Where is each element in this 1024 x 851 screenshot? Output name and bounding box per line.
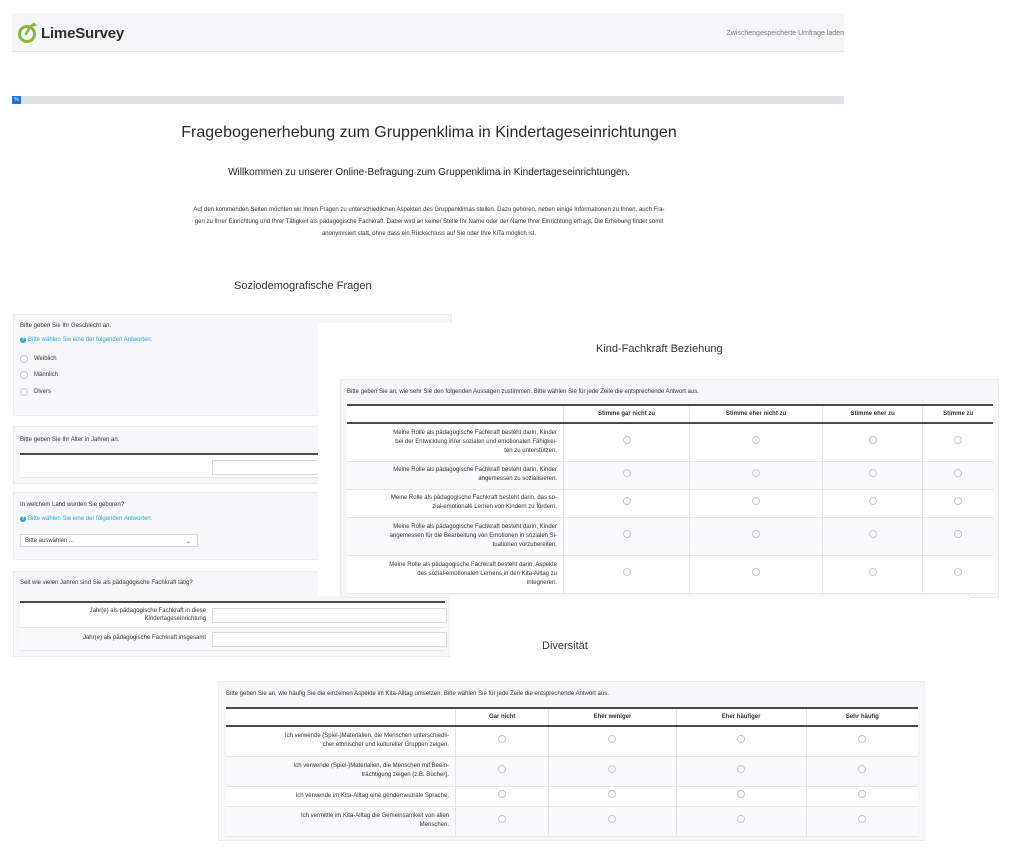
logo[interactable]: [16, 20, 124, 46]
years-current-input[interactable]: [212, 608, 447, 623]
radio-button[interactable]: [608, 735, 616, 743]
years-total-input[interactable]: [212, 632, 447, 647]
row-label: Meine Rolle als pädagogische Fachkraft besteht darin, das so- zial-emotionale Lernen von Kindern zu fördern.: [347, 489, 564, 517]
radio-button[interactable]: [20, 371, 28, 379]
table-row: [226, 756, 918, 786]
table-row: [226, 806, 918, 836]
radio-button[interactable]: [737, 765, 745, 773]
radio-button[interactable]: [752, 497, 760, 505]
table-row: [347, 489, 993, 517]
radio-button[interactable]: [623, 497, 631, 505]
option-maennlich[interactable]: Männlich: [20, 371, 58, 379]
question-help: ? Bitte wählen Sie eine der folgenden Antworten:: [21, 516, 153, 522]
option-divers[interactable]: Divers: [20, 388, 51, 396]
row-label: Ich vermittle im Kita-Alltag die Gemeinsamkeit von allen Menschen.: [226, 806, 456, 836]
years-row-total: Jahr(e) als pädagogische Fachkraft insgesamt: [20, 628, 445, 651]
radio-button[interactable]: [498, 735, 506, 743]
relation-table: [347, 404, 993, 594]
radio-button[interactable]: [869, 568, 877, 576]
row-label: Meine Rolle als pädagogische Fachkraft besteht darin, Kinder bei der Entwicklung ihrer sozialen und emotionalen Fähigkei- ten zu unterstützen.: [347, 423, 564, 461]
row-label: Ich verwende (Spiel-)Materialien, die Menschen mit Beein- trächtigung zeigen (z.B. Bücher).: [226, 756, 456, 786]
radio-button[interactable]: [869, 469, 877, 477]
intro-text: Auf den kommenden Seiten möchten wir Ihnen Fragen zu unterschiedlichen Aspekten des Gruppenklimas stellen. Dazu gehören, neben einige Informationen zu Ihnen, auch Fra- gen zu Ihrer Einrichtung und Ihrer Tätigkeit als pädagogische Fachkraft. Dabei wird an keiner Stelle Ihr Name oder der Name Ihrer Einrichtung erfragt. Die Erhebung findet somit anonymisiert statt, ohne dass ein Rückschluss auf Sie oder Ihre KiTa möglich ist.: [193, 207, 665, 237]
column-header: Stimme zu: [923, 405, 993, 423]
welcome-heading: Willkommen zu unserer Online-Befragung zum Gruppenklima in Kindertageseinrichtungen.: [228, 167, 630, 178]
chevron-down-icon: ⌄: [185, 539, 191, 545]
radio-button[interactable]: [858, 815, 866, 823]
radio-button[interactable]: [623, 469, 631, 477]
radio-button[interactable]: [623, 568, 631, 576]
table-row: [347, 423, 993, 461]
column-header: Eher häufiger: [676, 708, 806, 726]
radio-button[interactable]: [608, 790, 616, 798]
radio-button[interactable]: [20, 355, 28, 363]
question-text: Seit wie vielen Jahren sind Sie als pädagogische Fachkraft tätig?: [20, 580, 193, 586]
table-row: [347, 461, 993, 489]
radio-button[interactable]: [737, 815, 745, 823]
column-header: Eher weniger: [549, 708, 676, 726]
radio-button[interactable]: [954, 497, 962, 505]
option-weiblich[interactable]: Weiblich: [20, 355, 57, 363]
row-label: Meine Rolle als pädagogische Fachkraft besteht darin, Kinder angemessen für die Bearbeitung von Emotionen in sozialen Si- tuationen vorzubereiten.: [347, 517, 564, 555]
radio-button[interactable]: [954, 530, 962, 538]
column-header: Stimme eher zu: [822, 405, 922, 423]
table-row: [347, 555, 993, 593]
group-title-relation: Kind-Fachkraft Beziehung: [596, 343, 723, 355]
limesurvey-logo-icon: [16, 22, 38, 44]
radio-button[interactable]: [954, 469, 962, 477]
radio-button[interactable]: [608, 765, 616, 773]
radio-button[interactable]: [954, 436, 962, 444]
info-icon: ?: [21, 516, 25, 522]
radio-button[interactable]: [608, 815, 616, 823]
row-label: Meine Rolle als pädagogische Fachkraft besteht darin, Aspekte des sozial-emotionalen Lernens in den Kita-Alltag zu integrieren.: [347, 555, 564, 593]
radio-button[interactable]: [858, 790, 866, 798]
load-saved-survey-link[interactable]: Zwischengespeicherte Umfrage laden: [726, 30, 844, 37]
years-row-current: Jahr(e) als pädagogische Fachkraft in diese Kindertageseinrichtung: [20, 603, 445, 628]
radio-button[interactable]: [869, 530, 877, 538]
radio-button[interactable]: [20, 388, 28, 396]
radio-button[interactable]: [869, 436, 877, 444]
column-header: Sehr häufig: [806, 708, 918, 726]
radio-button[interactable]: [737, 735, 745, 743]
radio-button[interactable]: [498, 790, 506, 798]
radio-button[interactable]: [752, 436, 760, 444]
radio-button[interactable]: [623, 530, 631, 538]
radio-button[interactable]: [752, 530, 760, 538]
diversity-table: [226, 707, 918, 837]
row-label: Ich verwende im Kita-Alltag eine genderneutrale Sprache.: [226, 786, 456, 806]
radio-button[interactable]: [858, 765, 866, 773]
question-text: Bitte geben Sie Ihr Geschlecht an.: [20, 323, 112, 329]
table-row: [347, 517, 993, 555]
column-header: Stimme gar nicht zu: [564, 405, 690, 423]
country-select[interactable]: Bitte auswählen ... ⌄: [20, 534, 198, 547]
table-row: [226, 726, 918, 756]
progress-bar-fill: %: [12, 96, 21, 104]
progress-bar-track: [12, 96, 844, 104]
column-header: Stimme eher nicht zu: [690, 405, 823, 423]
radio-button[interactable]: [858, 735, 866, 743]
question-text: Bitte geben Sie an, wie sehr Sie den folgenden Aussagen zustimmen. Bitte wählen Sie für jede Zeile die entsprechende Antwort aus.: [347, 389, 699, 395]
question-text: In welchem Land wurden Sie geboren?: [20, 502, 125, 508]
radio-button[interactable]: [498, 765, 506, 773]
question-relation: [340, 379, 999, 598]
question-help: ? Bitte wählen Sie eine der folgenden Antworten:: [21, 337, 153, 343]
radio-button[interactable]: [737, 790, 745, 798]
question-text: Bitte geben Sie Ihr Alter in Jahren an.: [20, 437, 120, 443]
radio-button[interactable]: [498, 815, 506, 823]
group-title-diversity: Diversität: [542, 640, 588, 652]
radio-button[interactable]: [623, 436, 631, 444]
question-text: Bitte geben Sie an, wie häufig Sie die einzelnen Aspekte im Kita-Alltag umsetzen. Bitte wählen Sie für jede Zeile die entsprechende Antwort aus.: [226, 691, 609, 697]
radio-button[interactable]: [752, 568, 760, 576]
row-label: Meine Rolle als pädagogische Fachkraft besteht darin, Kinder angemessen zu sozialisieren.: [347, 461, 564, 489]
radio-button[interactable]: [954, 568, 962, 576]
radio-button[interactable]: [752, 469, 760, 477]
navbar: [12, 13, 844, 52]
info-icon: ?: [21, 337, 25, 343]
radio-button[interactable]: [869, 497, 877, 505]
logo-text: LimeSurvey: [41, 24, 125, 42]
diversity-header-area: [450, 596, 970, 666]
question-diversity: [218, 681, 925, 841]
table-row: [226, 786, 918, 806]
group-title-socio: Soziodemografische Fragen: [234, 280, 372, 292]
column-header: Gar nicht: [456, 708, 549, 726]
survey-title: Fragebogenerhebung zum Gruppenklima in Kindertageseinrichtungen: [181, 124, 677, 141]
row-label: Ich verwende (Spiel-)Materialien, die Menschen unterschiedli- cher ethnischer und kultureller Gruppen zeigen.: [226, 726, 456, 756]
